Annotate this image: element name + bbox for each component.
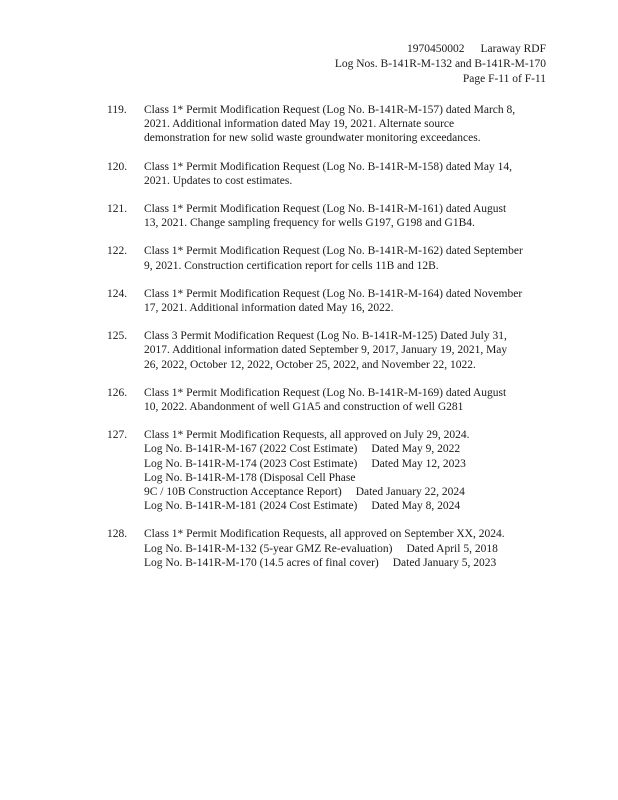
header-id-line: [335, 42, 546, 57]
sub-date: Dated May 12, 2023: [371, 457, 466, 470]
doc-id: 1970450002: [407, 43, 465, 55]
sub-entry: [144, 499, 557, 513]
sub-log-number: Log No. B-141R-M-170 (14.5 acres of final cover): [144, 556, 379, 569]
item-text-line: Class 1* Permit Modification Request (Log No. B-141R-M-158) dated May 14,: [144, 160, 512, 173]
sub-date: Dated January 5, 2023: [392, 556, 497, 569]
item-number: 124.: [107, 287, 128, 300]
sub-entry: [144, 457, 557, 471]
sub-log-number: Log No. B-141R-M-178 (Disposal Cell Phase: [144, 471, 356, 484]
sub-entry: [144, 485, 557, 499]
item-text-line: 17, 2021. Additional information dated May 16, 2022.: [144, 302, 394, 315]
item-number: 125.: [107, 330, 128, 343]
item-number: 127.: [107, 429, 128, 442]
item-text-line: 10, 2022. Abandonment of well G1A5 and construction of well G281: [144, 401, 464, 414]
header-log-nos: Log Nos. B-141R-M-132 and B-141R-M-170: [334, 58, 546, 70]
item-text-line: 2021. Updates to cost estimates.: [144, 174, 293, 187]
item-text-line: Class 1* Permit Modification Request (Log No. B-141R-M-169) dated August: [144, 386, 507, 399]
list-item: [107, 160, 557, 188]
list-item: [107, 428, 557, 513]
item-intro: Class 1* Permit Modification Requests, all approved on July 29, 2024.: [144, 429, 470, 442]
list-item: [107, 527, 557, 570]
list-item: [107, 103, 557, 146]
sub-log-number: Log No. B-141R-M-132 (5-year GMZ Re-evaluation): [144, 542, 393, 555]
item-text-line: Class 3 Permit Modification Request (Log No. B-141R-M-125) Dated July 31,: [144, 330, 507, 343]
item-text-line: Class 1* Permit Modification Request (Log No. B-141R-M-162) dated September: [144, 245, 523, 258]
sub-log-number: Log No. B-141R-M-167 (2022 Cost Estimate): [144, 443, 358, 456]
list-item: [107, 244, 557, 272]
list-item: [107, 202, 557, 230]
sub-date: Dated January 22, 2024: [355, 486, 465, 499]
reference-list: [107, 103, 557, 584]
sub-date: Dated April 5, 2018: [406, 542, 498, 555]
item-text-line: demonstration for new solid waste groundwater monitoring exceedances.: [144, 132, 481, 145]
sub-entry: [144, 542, 557, 556]
list-item: [107, 386, 557, 414]
page-header: [335, 42, 546, 87]
item-number: 126.: [107, 386, 128, 399]
facility-name: Laraway RDF: [480, 43, 546, 55]
sub-entry: [144, 442, 557, 456]
sub-log-number: 9C / 10B Construction Acceptance Report): [144, 486, 342, 499]
item-text-line: Class 1* Permit Modification Request (Log No. B-141R-M-157) dated March 8,: [144, 104, 516, 116]
item-text-line: 2021. Additional information dated May 19, 2021. Alternate source: [144, 118, 455, 131]
item-number: 121.: [107, 203, 128, 216]
item-text-line: 9, 2021. Construction certification report for cells 11B and 12B.: [144, 259, 439, 272]
item-number: 122.: [107, 245, 128, 258]
item-number: 128.: [107, 528, 128, 541]
item-text-line: 2017. Additional information dated September 9, 2017, January 19, 2021, May: [144, 344, 508, 357]
sub-entry: [144, 556, 557, 570]
item-text-line: 26, 2022, October 12, 2022, October 25, 2022, and November 22, 1022.: [144, 358, 476, 371]
item-text-line: Class 1* Permit Modification Request (Log No. B-141R-M-161) dated August: [144, 203, 507, 216]
sub-log-number: Log No. B-141R-M-174 (2023 Cost Estimate): [144, 457, 358, 470]
sub-date: Dated May 9, 2022: [371, 443, 461, 456]
item-intro: Class 1* Permit Modification Requests, all approved on September XX, 2024.: [144, 528, 505, 541]
header-page-number: Page F-11 of F-11: [462, 73, 546, 85]
item-number: 120.: [107, 160, 128, 173]
list-item: [107, 287, 557, 315]
item-text-line: 13, 2021. Change sampling frequency for wells G197, G198 and G1B4.: [144, 217, 475, 230]
item-number: 119.: [107, 104, 127, 116]
sub-date: Dated May 8, 2024: [371, 500, 461, 513]
list-item: [107, 329, 557, 372]
sub-entry: [144, 471, 557, 485]
sub-log-number: Log No. B-141R-M-181 (2024 Cost Estimate): [144, 500, 358, 513]
item-text-line: Class 1* Permit Modification Request (Log No. B-141R-M-164) dated November: [144, 287, 523, 300]
